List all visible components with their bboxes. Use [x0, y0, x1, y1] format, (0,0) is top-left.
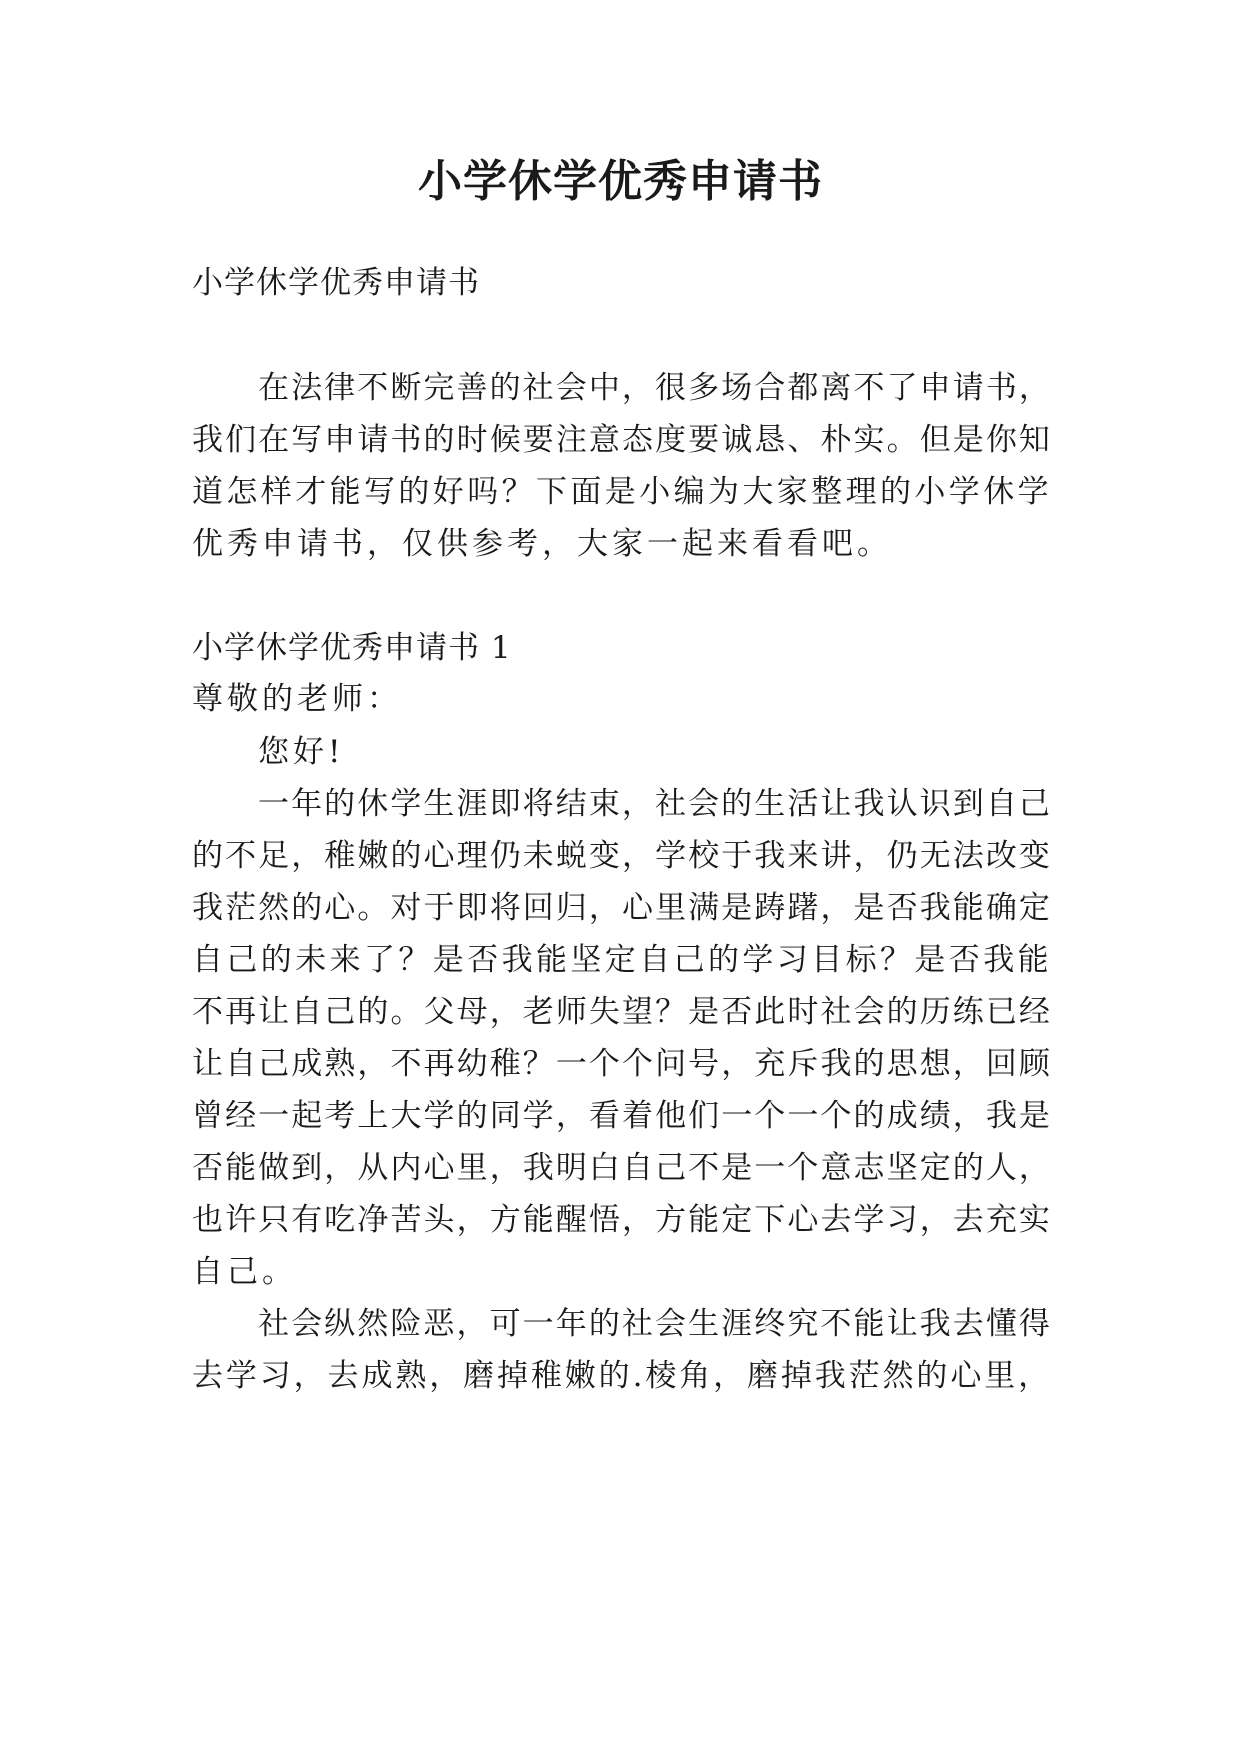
- paragraph-line: 自己。: [192, 1254, 297, 1290]
- paragraph-line: 也许只有吃净苦头，方能醒悟，方能定下心去学习，去充实: [192, 1202, 1052, 1238]
- paragraph-line: 不再让自己的。父母，老师失望？是否此时社会的历练已经: [192, 994, 1052, 1030]
- paragraph-line: 否能做到，从内心里，我明白自己不是一个意志坚定的人，: [192, 1150, 1052, 1186]
- paragraph-line: 社会纵然险恶，可一年的社会生涯终究不能让我去懂得: [258, 1306, 1052, 1342]
- paragraph-line: 去学习，去成熟，磨掉稚嫩的.棱角，磨掉我茫然的心里，: [192, 1358, 1052, 1394]
- section-heading: 小学休学优秀申请书 1: [192, 630, 512, 666]
- paragraph-line: 一年的休学生涯即将结束，社会的生活让我认识到自己: [258, 786, 1052, 822]
- paragraph-line: 让自己成熟，不再幼稚？一个个问号，充斥我的思想，回顾: [192, 1046, 1052, 1082]
- paragraph-line: 自己的未来了？是否我能坚定自己的学习目标？是否我能: [192, 942, 1052, 978]
- document-title: 小学休学优秀申请书: [418, 156, 823, 207]
- greeting: 您好!: [258, 734, 345, 770]
- intro-line: 道怎样才能写的好吗？下面是小编为大家整理的小学休学: [192, 474, 1052, 510]
- paragraph-line: 曾经一起考上大学的同学，看着他们一个一个的成绩，我是: [192, 1098, 1052, 1134]
- intro-line: 优秀申请书，仅供参考，大家一起来看看吧。: [192, 526, 892, 562]
- paragraph-line: 的不足，稚嫩的心理仍未蜕变，学校于我来讲，仍无法改变: [192, 838, 1052, 874]
- paragraph-line: 我茫然的心。对于即将回归，心里满是踌躇，是否我能确定: [192, 890, 1052, 926]
- salutation: 尊敬的老师：: [192, 681, 402, 717]
- intro-line: 我们在写申请书的时候要注意态度要诚恳、朴实。但是你知: [192, 422, 1052, 458]
- document-subtitle: 小学休学优秀申请书: [192, 265, 480, 301]
- intro-line: 在法律不断完善的社会中，很多场合都离不了申请书，: [258, 370, 1052, 406]
